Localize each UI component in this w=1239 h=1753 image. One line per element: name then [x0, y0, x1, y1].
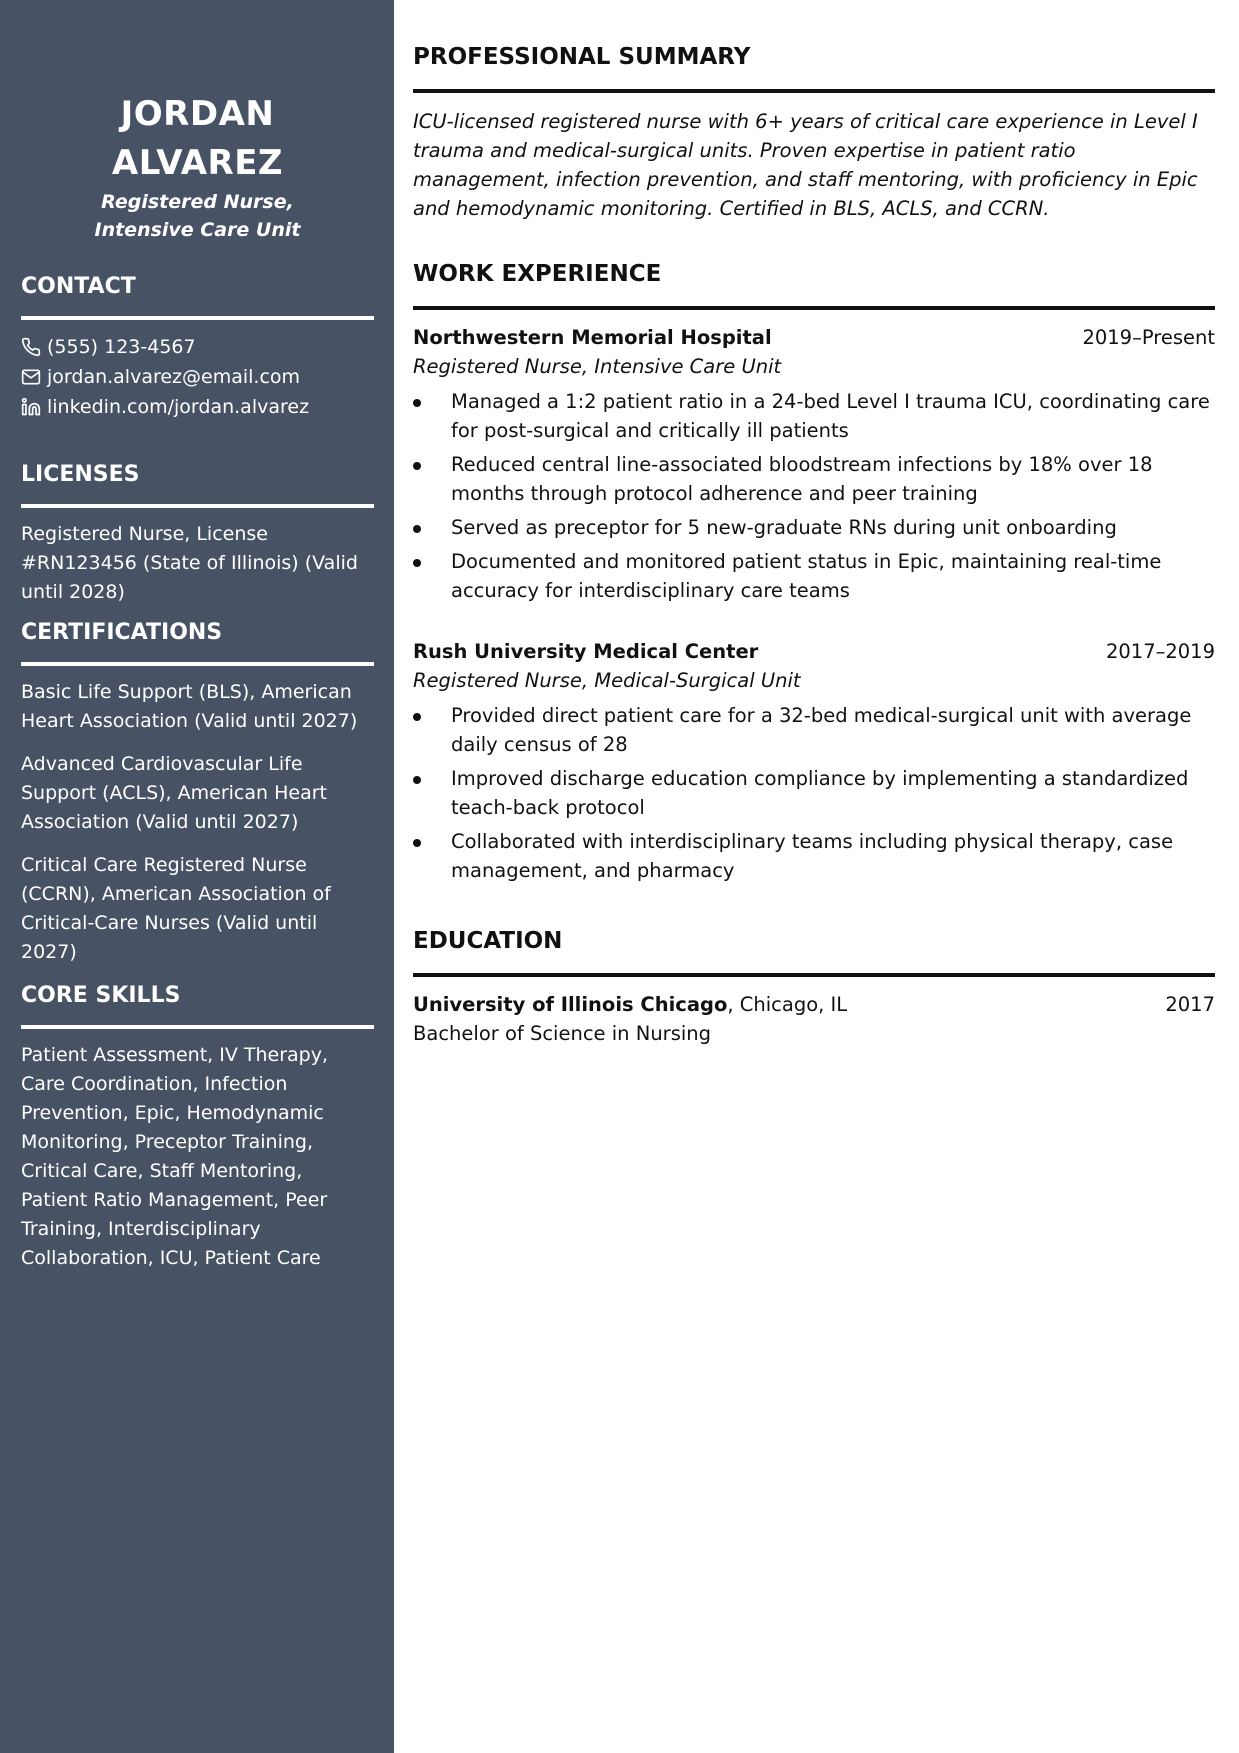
skills-text: Patient Assessment, IV Therapy, Care Coordination, Infection Prevention, Epic, Hemodynamic Monitoring, Preceptor Training, Critical Care, Staff Mentoring, Patient Ratio Management, Peer Training, Interdisciplinary Collaboration, ICU, Patient Care — [21, 1044, 329, 1269]
experience-heading: WORK EXPERIENCE — [413, 261, 662, 287]
skills-section — [21, 981, 374, 1273]
job-title: Registered Nurse, Intensive Care Unit — [413, 355, 782, 378]
job-entry — [413, 637, 1215, 890]
bullet-icon — [413, 839, 421, 847]
bullet-icon — [413, 525, 421, 533]
section-divider — [413, 89, 1215, 93]
contact-section — [21, 272, 374, 422]
contact-linkedin[interactable]: linkedin.com/jordan.alvarez — [21, 392, 374, 422]
section-divider — [21, 504, 374, 508]
bullet-icon — [413, 713, 421, 721]
certification-item: Advanced Cardiovascular Life Support (ACLS), American Heart Association (Valid until 2027) — [21, 753, 327, 833]
list-item: Improved discharge education compliance by implementing a standardized teach-back protocol — [413, 764, 1215, 822]
candidate-name: JORDAN ALVAREZ — [111, 94, 284, 183]
bullet-icon — [413, 399, 421, 407]
list-item: Collaborated with interdisciplinary teams including physical therapy, case management, and pharmacy — [413, 827, 1215, 885]
certifications-section — [21, 618, 374, 981]
education-heading: EDUCATION — [413, 928, 563, 954]
section-divider — [21, 1025, 374, 1029]
summary-heading: PROFESSIONAL SUMMARY — [413, 44, 751, 70]
summary-text: ICU-licensed registered nurse with 6+ years of critical care experience in Level I trauma and medical-surgical units. Proven expertise in patient ratio management, infection prevention, and staff mentoring, with proficiency in Epic and hemodynamic monitoring. Certified in BLS, ACLS, and CCRN. — [413, 110, 1198, 220]
job-bullets — [413, 387, 1215, 605]
bullet-icon — [413, 559, 421, 567]
linkedin-icon — [21, 397, 41, 417]
mail-icon — [21, 367, 41, 387]
graduation-year: 2017 — [1165, 993, 1215, 1016]
list-item: Managed a 1:2 patient ratio in a 24-bed Level I trauma ICU, coordinating care for post-surgical and critically ill patients — [413, 387, 1215, 445]
job-dates: 2019–Present — [1082, 326, 1215, 349]
section-divider — [413, 306, 1215, 310]
bullet-icon — [413, 776, 421, 784]
list-item: Documented and monitored patient status in Epic, maintaining real-time accuracy for interdisciplinary care teams — [413, 547, 1215, 605]
education-entry — [413, 990, 1215, 1048]
list-item: Reduced central line-associated bloodstream infections by 18% over 18 months through protocol adherence and peer training — [413, 450, 1215, 508]
job-bullets — [413, 701, 1215, 885]
job-employer: Rush University Medical Center — [413, 640, 759, 663]
sidebar — [0, 0, 394, 1753]
section-divider — [21, 662, 374, 666]
degree: Bachelor of Science in Nursing — [413, 1022, 712, 1045]
contact-heading: CONTACT — [21, 274, 136, 299]
licenses-heading: LICENSES — [21, 462, 140, 487]
job-employer: Northwestern Memorial Hospital — [413, 326, 772, 349]
job-entry — [413, 323, 1215, 610]
license-text: Registered Nurse, License #RN123456 (State of Illinois) (Valid until 2028) — [21, 523, 358, 603]
certification-item: Basic Life Support (BLS), American Heart Association (Valid until 2027) — [21, 681, 358, 732]
certification-item: Critical Care Registered Nurse (CCRN), American Association of Critical-Care Nurses (Valid until 2027) — [21, 854, 331, 963]
school-name: University of Illinois Chicago — [413, 993, 728, 1016]
phone-icon — [21, 337, 41, 357]
job-title: Registered Nurse, Medical-Surgical Unit — [413, 669, 801, 692]
skills-heading: CORE SKILLS — [21, 983, 181, 1008]
list-item: Provided direct patient care for a 32-bed medical-surgical unit with average daily census of 28 — [413, 701, 1215, 759]
contact-phone[interactable]: (555) 123-4567 — [21, 332, 374, 362]
job-dates: 2017–2019 — [1105, 640, 1215, 663]
candidate-role: Registered Nurse, Intensive Care Unit — [94, 191, 301, 241]
list-item: Served as preceptor for 5 new-graduate RNs during unit onboarding — [413, 513, 1215, 542]
contact-email[interactable]: jordan.alvarez@email.com — [21, 362, 374, 392]
certifications-heading: CERTIFICATIONS — [21, 620, 223, 645]
section-divider — [21, 316, 374, 320]
section-divider — [413, 973, 1215, 977]
bullet-icon — [413, 462, 421, 470]
school-location: , Chicago, IL — [727, 993, 848, 1016]
licenses-section — [21, 460, 374, 607]
